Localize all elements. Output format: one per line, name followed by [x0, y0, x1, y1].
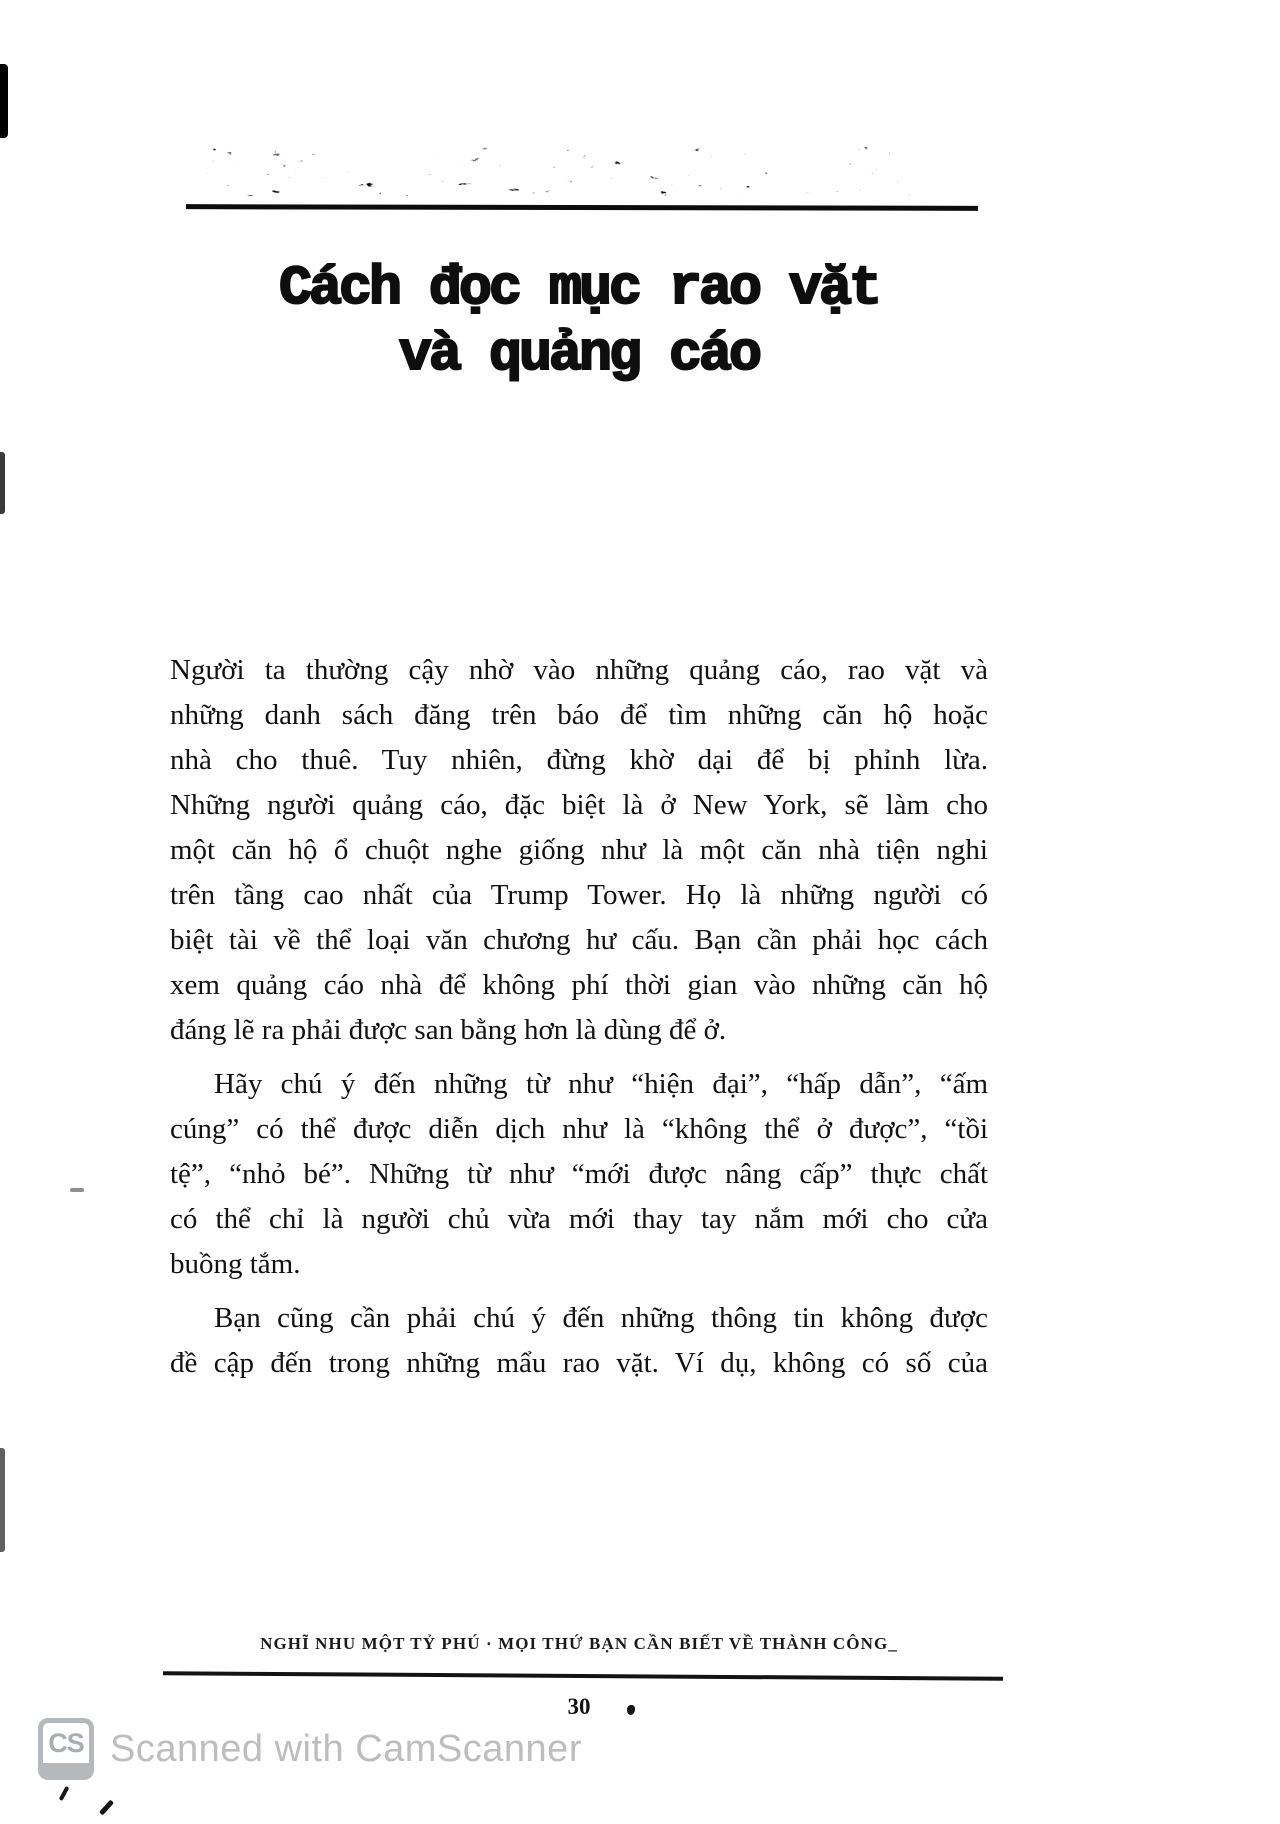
scan-edge-mark [0, 452, 5, 514]
chapter-title-line1: Cách đọc mục rao vặt [278, 257, 880, 320]
paragraph [170, 1062, 988, 1287]
paragraph [170, 648, 988, 1053]
text-line: trên tầng cao nhất của Trump Tower. Họ là những người có [170, 879, 988, 911]
header-rule [186, 204, 978, 211]
text-line: đề cập đến trong những mẩu rao vặt. Ví dụ, không có số của [170, 1347, 988, 1379]
footer-running-title: NGHĨ NHU MỘT TỶ PHÚ · MỌI THỨ BẠN CẦN BIẾT VỀ THÀNH CÔNG_ [260, 1634, 898, 1653]
paragraph [170, 1296, 988, 1386]
text-line: cúng” có thể được diễn dịch như là “không thể ở được”, “tồi [170, 1113, 988, 1145]
text-line: xem quảng cáo nhà để không phí thời gian vào những căn hộ [170, 969, 988, 1001]
camscanner-icon: CS [38, 1718, 94, 1780]
scan-edge-mark [0, 1448, 5, 1552]
text-line: những danh sách đăng trên báo để tìm những căn hộ hoặc [170, 699, 988, 731]
text-line: đáng lẽ ra phải được san bằng hơn là dùng để ở. [170, 1014, 727, 1046]
text-line: một căn hộ ổ chuột nghe giống như là một căn nhà tiện nghi [170, 834, 988, 866]
text-line: có thể chỉ là người chủ vừa mới thay tay nắm mới cho cửa [170, 1203, 988, 1235]
text-line: Hãy chú ý đến những từ như “hiện đại”, “hấp dẫn”, “ấm [214, 1068, 988, 1100]
page-number: 30 [567, 1694, 591, 1719]
body-text [170, 648, 988, 1395]
footer-rule [163, 1671, 1003, 1681]
text-line: nhà cho thuê. Tuy nhiên, đừng khờ dại để bị phỉnh lừa. [170, 744, 988, 776]
text-line: tệ”, “nhỏ bé”. Những từ như “mới được nâng cấp” thực chất [170, 1158, 988, 1190]
text-line: Những người quảng cáo, đặc biệt là ở New York, sẽ làm cho [170, 789, 988, 821]
scan-speck [70, 1188, 84, 1192]
camscanner-label: Scanned with CamScanner [110, 1727, 582, 1770]
text-line: biệt tài về thể loại văn chương hư cấu. Bạn cần phải học cách [170, 924, 988, 956]
header-texture-bar [200, 147, 975, 196]
chapter-title [170, 256, 988, 388]
scan-speck [59, 1786, 70, 1801]
scan-edge-mark [0, 64, 8, 138]
scan-speck [99, 1800, 114, 1816]
text-line: Bạn cũng cần phải chú ý đến những thông tin không được [214, 1302, 988, 1334]
text-line: buồng tắm. [170, 1248, 301, 1280]
camscanner-watermark [38, 1718, 582, 1780]
text-line: Người ta thường cậy nhờ vào những quảng cáo, rao vặt và [170, 654, 988, 686]
chapter-title-line2: và quảng cáo [398, 323, 760, 386]
